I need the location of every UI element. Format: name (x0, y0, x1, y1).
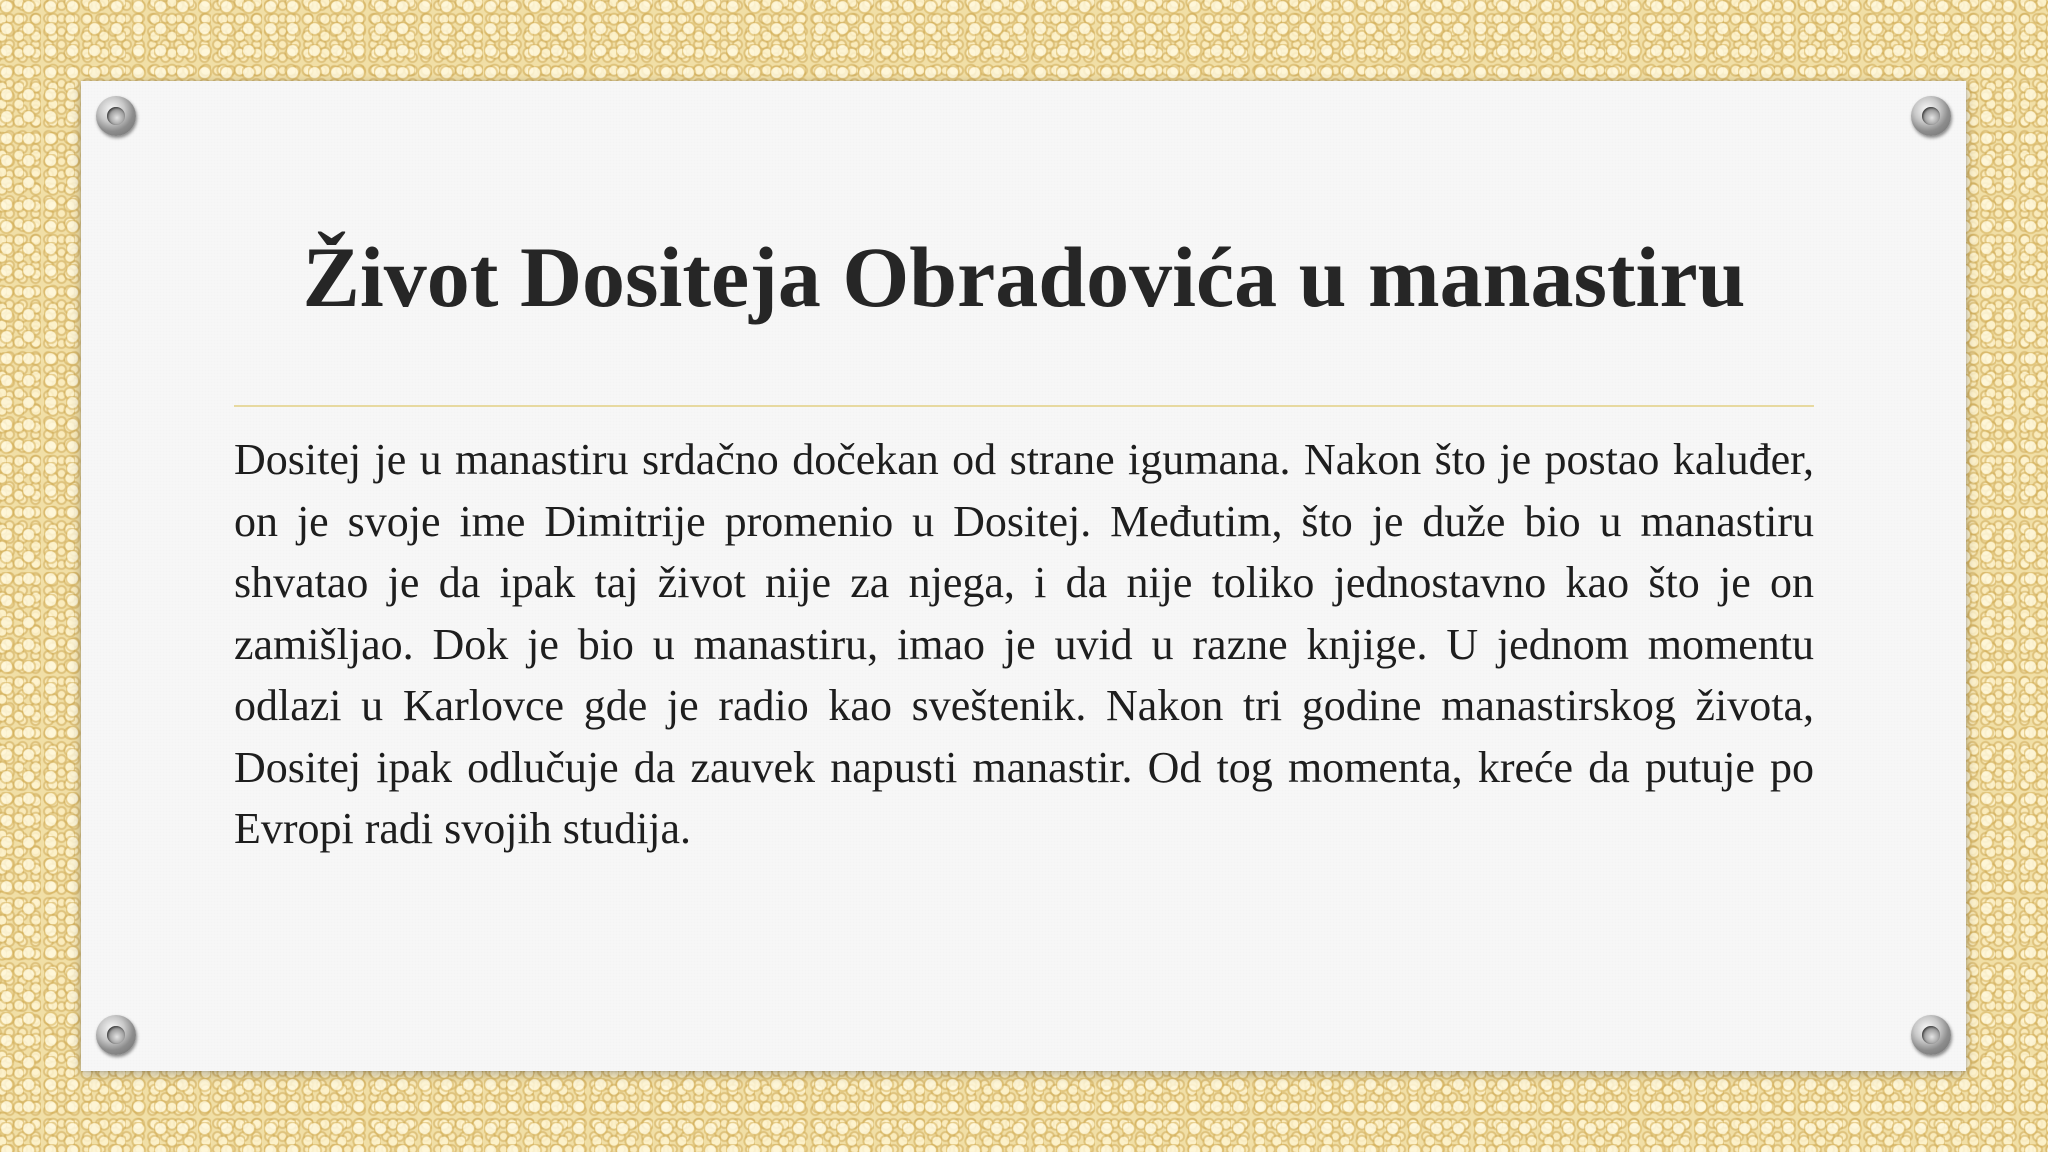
grommet-icon (96, 1015, 136, 1055)
grommet-icon (1911, 1015, 1951, 1055)
slide-title: Život Dositeja Obradovića u manastiru (302, 229, 1746, 325)
title-divider (234, 405, 1814, 407)
slide-body-text: Dositej je u manastiru srdačno dočekan od strane igumana. Nakon što je postao kaluđer, on je svoje ime Dimitrije promenio u Dositej. Međutim, što je duže bio u manastiru shvatao je da ipak taj život nije za njega, i da nije toliko jednostavno kao što je on zamišljao. Dok je bio u manastiru, imao je uvid u razne knjige. U jednom momentu odlazi u Karlovce gde je radio kao sveštenik. Nakon tri godine manastirskog života, Dositej ipak odlučuje da zauvek napusti manastir. Od tog momenta, kreće da putuje po Evropi radi svojih studija. (234, 435, 1814, 853)
grommet-icon (1911, 96, 1951, 136)
grommet-icon (96, 96, 136, 136)
